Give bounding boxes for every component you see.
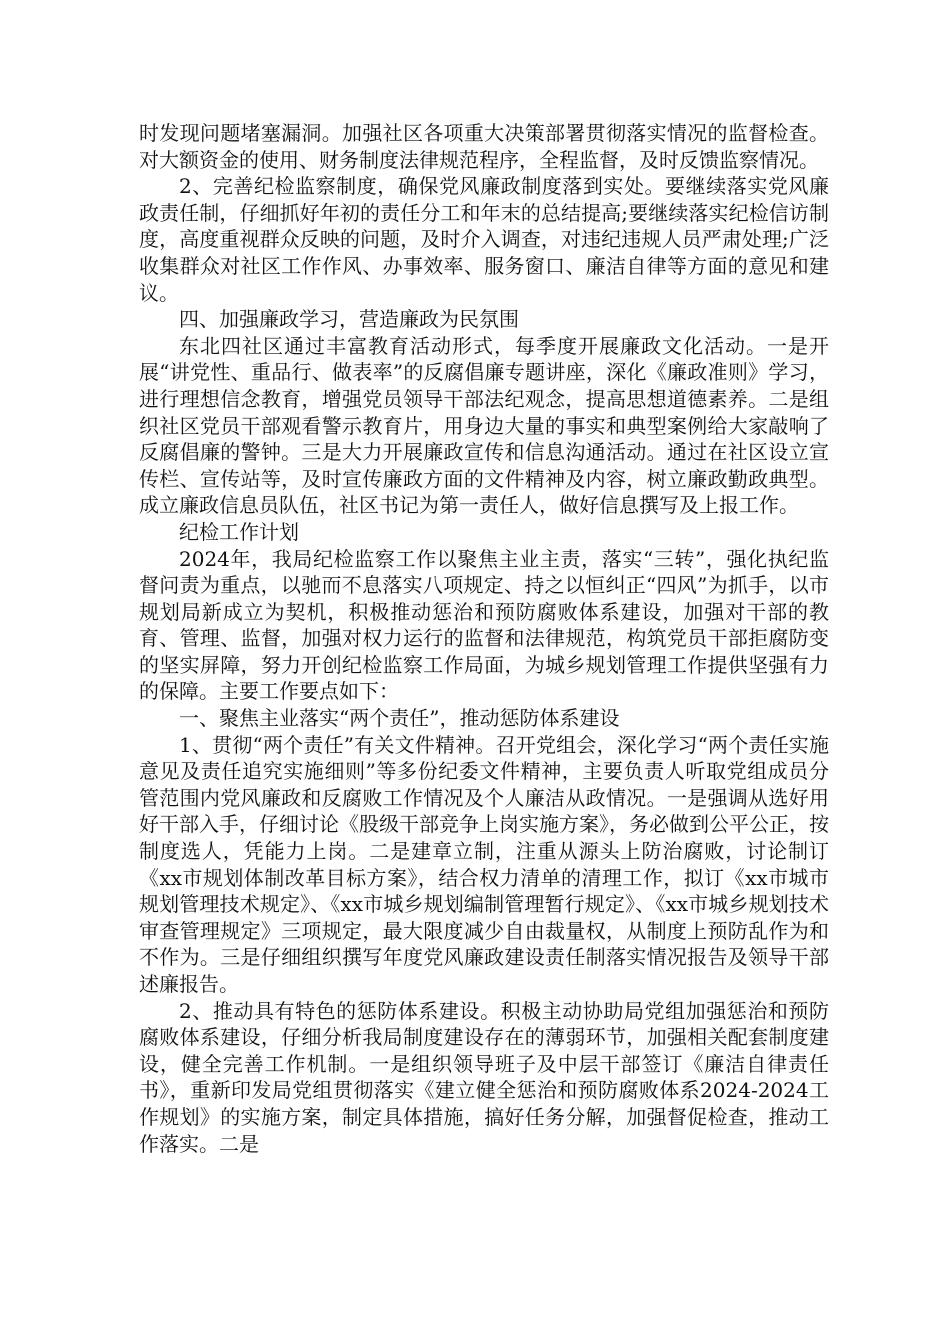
heading-section-four: 四、加强廉政学习，营造廉政为民氛围 — [179, 307, 519, 332]
heading-work-plan: 纪检工作计划 — [179, 519, 299, 544]
paragraph-item-one: 1、贯彻“两个责任”有关文件精神。召开党组会，深化学习“两个责任实施意见及责任追究实施细则”等多份纪委文件精神，主要负责人听取党组成员分管范围内党风廉政和反腐败工作情况及个人廉洁从政情况。一是强调从选好用好干部入手，仔细讨论《股级干部竞争上岗实施方案》，务必做到公平公正，按制度选人，凭能力上岗。二是建章立制，注重从源头上防治腐败，讨论制订《xx市规划体制改革目标方案》，结合权力清单的清理工作，拟订《xx市城市规划管理技术规定》、《xx市城乡规划编制管理暂行规定》、《xx市城乡规划技术审查管理规定》三项规定，最大限度减少自由裁量权，从制度上预防乱作为和不作为。三是仔细组织撰写年度党风廉政建设责任制落实情况报告及领导干部述廉报告。 — [139, 732, 829, 996]
paragraph-community-activities: 东北四社区通过丰富教育活动形式，每季度开展廉政文化活动。一是开展“讲党性、重品行、做表率”的反腐倡廉专题讲座，深化《廉政准则》学习，进行理想信念教育，增强党员领导干部法纪观念，提高思想道德素养。二是组织社区党员干部观看警示教育片，用身边大量的事实和典型案例给大家敲响了反腐倡廉的警钟。三是大力开展廉政宣传和信息沟通活动。通过在社区设立宣传栏、宣传站等，及时宣传廉政方面的文件精神及内容，树立廉政勤政典型。成立廉政信息员队伍，社区书记为第一责任人，做好信息撰写及上报工作。 — [139, 333, 829, 518]
document-body — [139, 120, 829, 1157]
paragraph-plan-intro: 2024年，我局纪检监察工作以聚焦主业主责，落实“三转”，强化执纪监督问责为重点，以驰而不息落实八项规定、持之以恒纠正“四风”为抓手，以市规划局新成立为契机，积极推动惩治和预防腐败体系建设，加强对干部的教育、管理、监督，加强对权力运行的监督和法律规范，构筑党员干部拒腐防变的坚实屏障，努力开创纪检监察工作局面，为城乡规划管理工作提供坚强有力的保障。主要工作要点如下： — [139, 546, 829, 704]
heading-section-one: 一、聚焦主业落实“两个责任”，推动惩防体系建设 — [179, 706, 620, 731]
paragraph-item-two: 2、推动具有特色的惩防体系建设。积极主动协助局党组加强惩治和预防腐败体系建设，仔细分析我局制度建设存在的薄弱环节，加强相关配套制度建设，健全完善工作机制。一是组织领导班子及中层干部签订《廉洁自律责任书》，重新印发局党组贯彻落实《建立健全惩治和预防腐败体系2024-2024工作规划》的实施方案，制定具体措施，搞好任务分解，加强督促检查，推动工作落实。二是 — [139, 998, 829, 1156]
paragraph-continuation: 时发现问题堵塞漏洞。加强社区各项重大决策部署贯彻落实情况的监督检查。对大额资金的使用、财务制度法律规范程序，全程监督，及时反馈监察情况。 — [139, 121, 829, 172]
paragraph-discipline-system: 2、完善纪检监察制度，确保党风廉政制度落到实处。要继续落实党风廉政责任制，仔细抓好年初的责任分工和年末的总结提高;要继续落实纪检信访制度，高度重视群众反映的问题，及时介入调查，对违纪违规人员严肃处理;广泛收集群众对社区工作作风、办事效率、服务窗口、廉洁自律等方面的意见和建议。 — [139, 174, 829, 305]
